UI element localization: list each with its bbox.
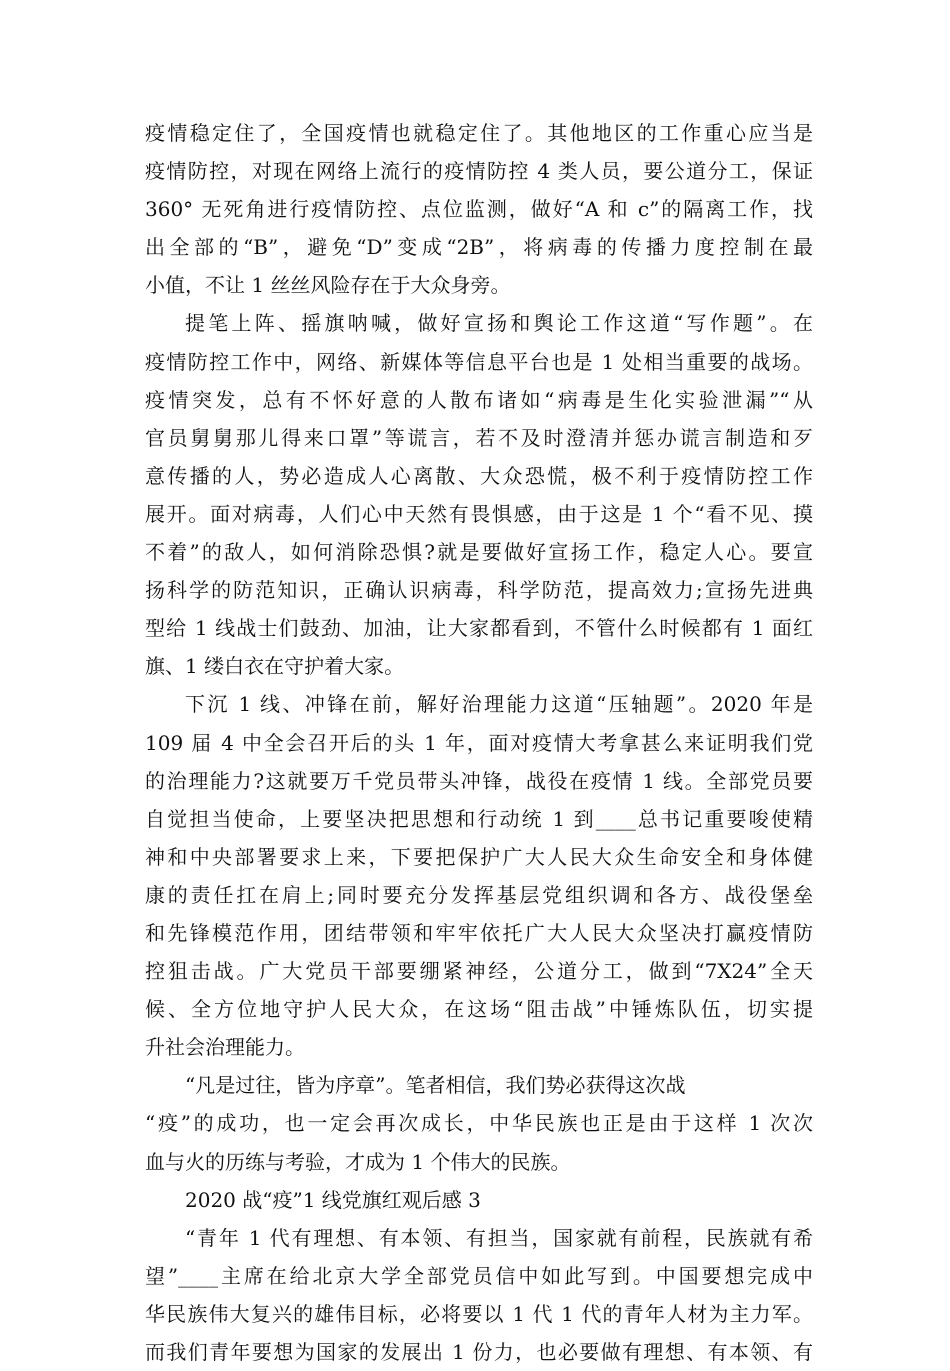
text-line: 意传播的人，势必造成人心离散、大众恐慌，极不利于疫情防控工作 [145,463,813,488]
text-line: 提笔上阵、摇旗呐喊，做好宣扬和舆论工作这道“写作题”。在 [185,311,813,336]
text-line: 不着”的敌人，如何消除恐惧?就是要做好宣扬工作，稳定人心。要宣 [145,540,813,565]
text-line: 华民族伟大复兴的雄伟目标，必将要以 1 代 1 代的青年人材为主力军。 [145,1301,813,1326]
text-line: 旗、1 缕白衣在守护着大家。 [145,654,405,679]
text-line: 下沉 1 线、冲锋在前，解好治理能力这道“压轴题”。2020 年是 [185,692,813,717]
text-line: 疫情突发，总有不怀好意的人散布诸如“病毒是生化实验泄漏”“从 [145,387,813,412]
text-line: 109 届 4 中全会召开后的头 1 年，面对疫情大考拿甚么来证明我们党 [145,730,813,755]
text-line: 自觉担当使命，上要坚决把思想和行动统 1 到____总书记重要唆使精 [145,806,813,831]
text-line: “凡是过往，皆为序章”。笔者相信，我们势必获得这次战 [185,1073,686,1098]
section-title: 2020 战“疫”1 线党旗红观后感 3 [185,1187,481,1212]
document-page [145,114,813,1371]
text-line: 官员舅舅那儿得来口罩”等谎言，若不及时澄清并惩办谎言制造和歹 [145,425,813,450]
paragraph-4 [145,1066,813,1180]
paragraph-5 [145,1219,813,1371]
text-line: 疫情防控，对现在网络上流行的疫情防控 4 类人员，要公道分工，保证 [145,159,813,184]
text-line: 展开。面对病毒，人们心中天然有畏惧感，由于这是 1 个“看不见、摸 [145,501,813,526]
text-line: “疫”的成功，也一定会再次成长，中华民族也正是由于这样 1 次次 [145,1111,813,1136]
paragraph-3 [145,685,813,1066]
text-line: 升社会治理能力。 [145,1035,305,1060]
text-line: 小值，不让 1 丝丝风险存在于大众身旁。 [145,273,511,298]
text-line: 的治理能力?这就要万千党员带头冲锋，战役在疫情 1 线。全部党员要 [145,768,813,793]
text-line: 扬科学的防范知识，正确认识病毒，科学防范，提高效力;宣扬先进典 [145,578,813,603]
text-line: 型给 1 线战士们鼓劲、加油，让大家都看到，不管什么时候都有 1 面红 [145,616,813,641]
text-line: 和先锋模范作用，团结带领和牢牢依托广大人民大众坚决打赢疫情防 [145,920,813,945]
text-line: 出全部的“B”，避免“D”变成“2B”，将病毒的传播力度控制在最 [145,235,813,260]
paragraph-1 [145,114,813,304]
text-line: 控狙击战。广大党员干部要绷紧神经，公道分工，做到“7X24”全天 [145,959,813,984]
text-line: 疫情防控工作中，网络、新媒体等信息平台也是 1 处相当重要的战场。 [145,349,813,374]
text-line: 候、全方位地守护人民大众，在这场“阻击战”中锤炼队伍，切实提 [145,997,813,1022]
text-line: 血与火的历练与考验，才成为 1 个伟大的民族。 [145,1149,571,1174]
text-line: 望”____主席在给北京大学全部党员信中如此写到。中国要想完成中 [145,1263,813,1288]
text-line: 疫情稳定住了，全国疫情也就稳定住了。其他地区的工作重心应当是 [145,121,813,145]
section-heading [145,1181,813,1219]
text-line: “青年 1 代有理想、有本领、有担当，国家就有前程，民族就有希 [185,1225,813,1250]
text-line: 而我们青年要想为国家的发展出 1 份力，也必要做有理想、有本领、有 [145,1340,813,1364]
paragraph-2 [145,304,813,685]
text-line: 神和中央部署要求上来，下要把保护广大人民大众生命安全和身体健 [145,844,813,869]
text-line: 360° 无死角进行疫情防控、点位监测，做好“A 和 c”的隔离工作，找 [145,197,813,222]
text-line: 康的责任扛在肩上;同时要充分发挥基层党组织调和各方、战役堡垒 [145,882,813,907]
